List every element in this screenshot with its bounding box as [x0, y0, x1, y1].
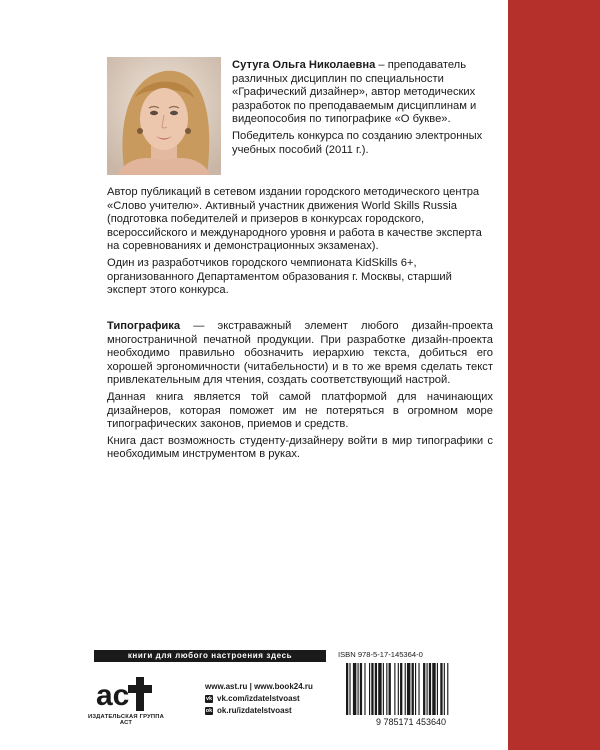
description-p3: Книга даст возможность студенту-дизайнеру войти в мир типографики с необходимым инструментом в руках.	[107, 434, 493, 461]
description-term: Типографика	[107, 320, 181, 332]
author-bio-details	[107, 186, 493, 301]
barcode-bar	[398, 663, 399, 715]
author-photo	[107, 57, 221, 175]
ok-icon: ok	[205, 708, 213, 714]
barcode-bar	[407, 663, 410, 715]
barcode-bar	[371, 663, 373, 715]
barcode-bar	[429, 663, 431, 715]
barcode-bar	[405, 663, 406, 715]
vk-text: vk.com/izdatelstvoast	[217, 694, 300, 703]
barcode-bars	[346, 663, 448, 715]
barcode-bar	[432, 663, 435, 715]
svg-text:ас: ас	[96, 679, 130, 712]
barcode-bar	[353, 663, 356, 715]
vk-icon: vk	[205, 696, 213, 702]
description-p2: Данная книга является той самой платформой для начинающих дизайнеров, которая поможет им не потеряться в огромном море типографических законов, приемов и средств.	[107, 390, 493, 431]
barcode-bar	[383, 663, 384, 715]
barcode-bar	[360, 663, 362, 715]
barcode-bar	[415, 663, 416, 715]
barcode-bar	[378, 663, 381, 715]
ok-link[interactable]	[205, 705, 340, 717]
barcode-bar	[358, 663, 359, 715]
ok-text: ok.ru/izdatelstvoast	[217, 706, 292, 715]
isbn-label: ISBN 978-5-17-145364-0	[338, 650, 423, 659]
slogan-banner: книги для любого настроения здесь	[94, 650, 326, 662]
author-award: Победитель конкурса по созданию электронных учебных пособий (2011 г.).	[232, 129, 483, 156]
barcode-bar	[444, 663, 445, 715]
author-publications: Автор публикаций в сетевом издании городского методического центра «Слово учителю». Активный участник движения World Skills Russia (подготовка победителей и призеров в конкурсах городского, всероссийского и международного уровня и работа в качестве эксперта на соревнованиях и демонстрационных экзаменах).	[107, 186, 482, 253]
barcode-bar	[418, 663, 419, 715]
author-bio-intro	[232, 59, 492, 160]
barcode-bar	[386, 663, 387, 715]
barcode-digits: 9 785171 453640	[375, 717, 447, 727]
websites-text: www.ast.ru | www.book24.ru	[205, 682, 313, 691]
barcode-bar	[423, 663, 425, 715]
vk-link[interactable]	[205, 693, 340, 705]
barcode-bar	[375, 663, 377, 715]
publisher-caption: ИЗДАТЕЛЬСКАЯ ГРУППА АСТ	[87, 714, 164, 726]
barcode-bar	[437, 663, 438, 715]
barcode-bar	[389, 663, 391, 715]
barcode-bar	[346, 663, 348, 715]
barcode-bar	[369, 663, 370, 715]
isbn-barcode	[336, 661, 486, 727]
barcode-bar	[400, 663, 402, 715]
publisher-links	[205, 681, 340, 717]
author-name: Сутуга Ольга Николаевна	[232, 59, 376, 71]
book-description	[107, 320, 493, 465]
red-spine	[508, 0, 600, 750]
barcode-bar	[364, 663, 365, 715]
barcode-bar	[349, 663, 350, 715]
barcode-bar	[447, 663, 448, 715]
barcode-bar	[412, 663, 414, 715]
barcode-bar	[440, 663, 442, 715]
description-p1: — экстраважный элемент любого дизайн-проекта многостраничной печатной продукции. При разработке дизайн-проекта необходимо правильно обозначить иерархию текста, добиться его хорошей эргономичности (читабельности) и в то же время сделать текст привлекательным для чтения, создать соответствующий настрой.	[107, 320, 493, 387]
websites-link[interactable]	[205, 681, 340, 693]
author-kidskills: Один из разработчиков городского чемпионата KidSkills 6+, организованного Департаментом образования г. Москвы, старший эксперт этого конкурса.	[107, 256, 452, 297]
barcode-bar	[394, 663, 395, 715]
author-bio-intro-text: – преподаватель различных дисциплин по специальности «Графический дизайнер», автор методических разработок по преподаваемым дисциплинам и видеопособия по типографике «О букве».	[232, 59, 477, 126]
barcode-bar	[427, 663, 428, 715]
